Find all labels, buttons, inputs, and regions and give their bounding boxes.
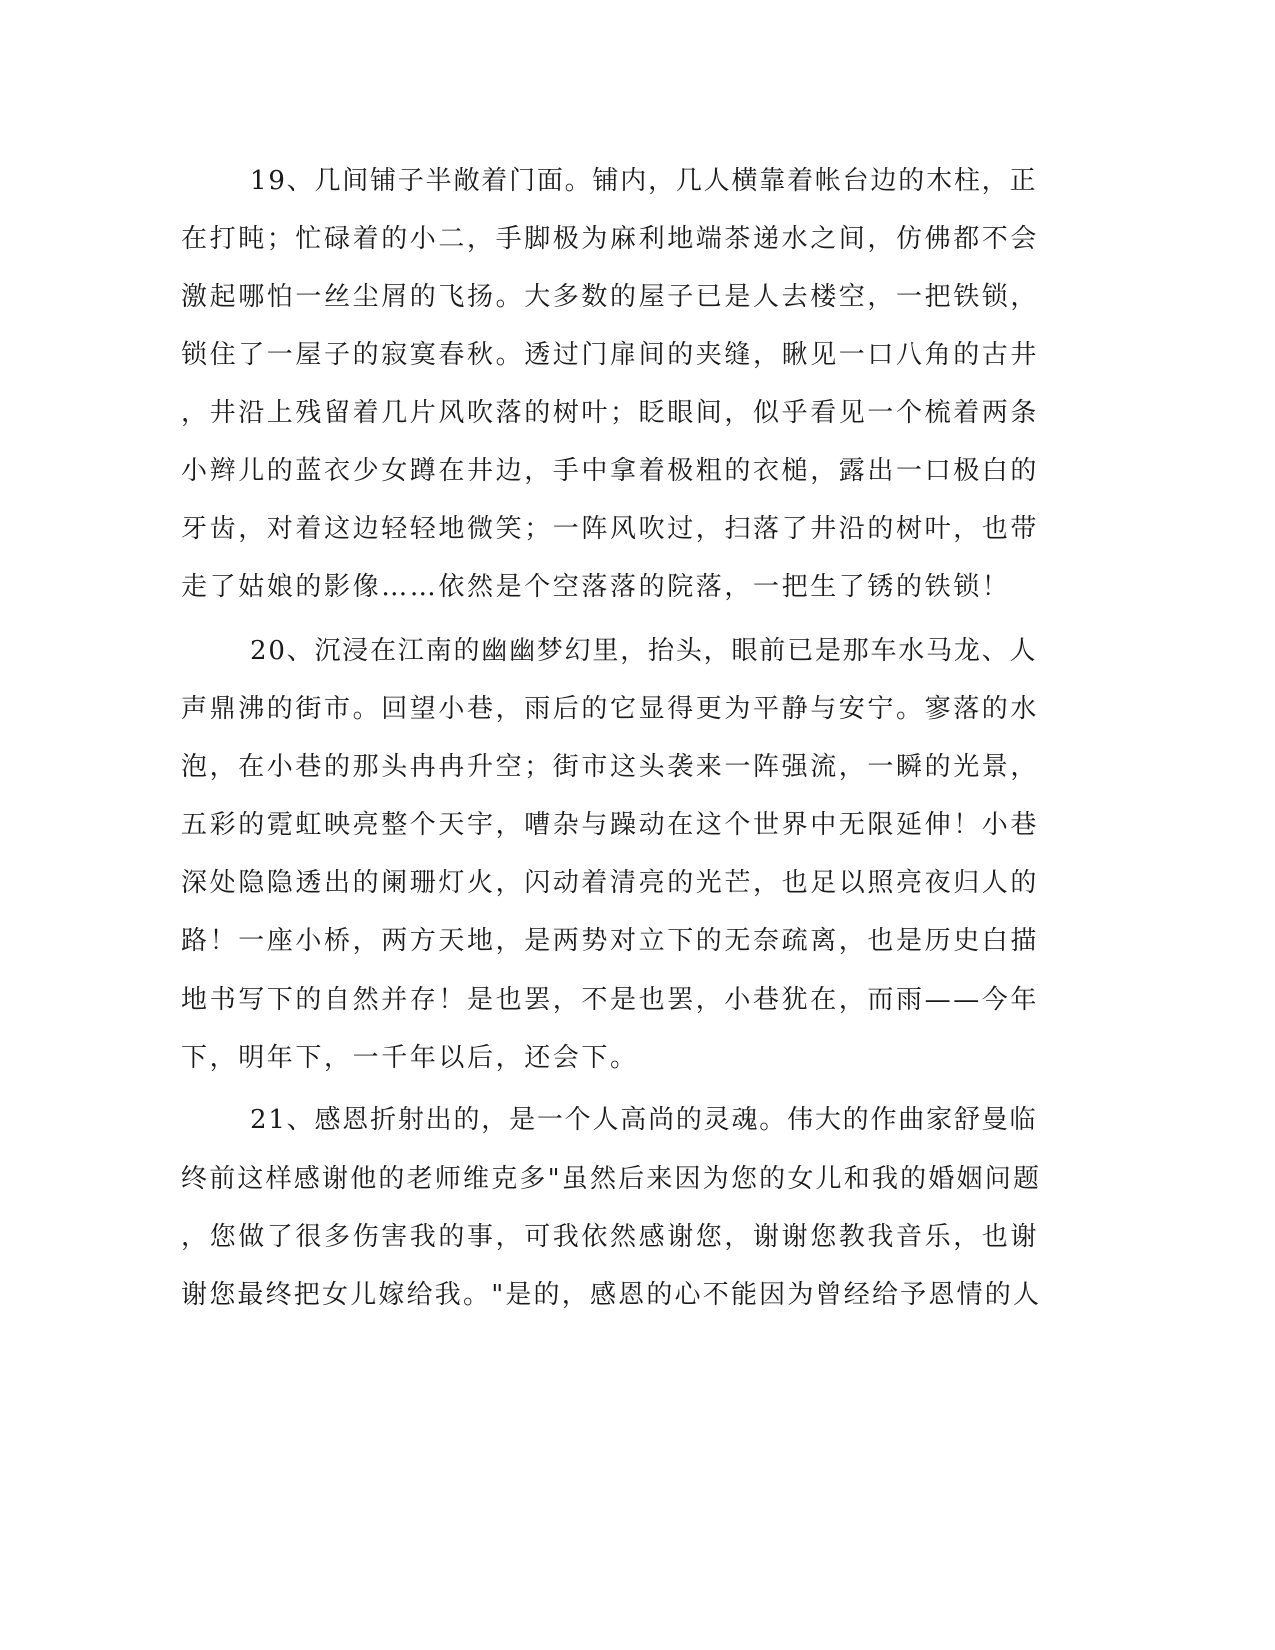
paragraph-20-line-7: 地书写下的自然并存！是也罢，不是也罢，小巷犹在，而雨——今年 — [181, 985, 1040, 1015]
paragraph-21-line-1: 21、感恩折射出的，是一个人高尚的灵魂。伟大的作曲家舒曼临 — [250, 1105, 1038, 1135]
paragraph-19-line-3: 激起哪怕一丝尘屑的飞扬。大多数的屋子已是人去楼空，一把铁锁， — [181, 282, 1040, 312]
paragraph-20-line-5: 深处隐隐透出的阑珊灯火，闪动着清亮的光芒，也足以照亮夜归人的 — [181, 868, 1040, 898]
paragraph-20-line-1: 20、沉浸在江南的幽幽梦幻里，抬头，眼前已是那车水马龙、人 — [250, 636, 1038, 666]
paragraph-20-line-6: 路！一座小桥，两方天地，是两势对立下的无奈疏离，也是历史白描 — [181, 926, 1040, 956]
paragraph-21-line-4: 谢您最终把女儿嫁给我。"是的，感恩的心不能因为曾经给予恩情的人 — [181, 1280, 1042, 1310]
paragraph-19-line-2: 在打盹；忙碌着的小二，手脚极为麻利地端茶递水之间，仿佛都不会 — [181, 224, 1040, 254]
paragraph-21-line-3: ，您做了很多伤害我的事，可我依然感谢您，谢谢您教我音乐，也谢 — [181, 1222, 1040, 1252]
paragraph-19-line-4: 锁住了一屋子的寂寞春秋。透过门扉间的夹缝，瞅见一口八角的古井 — [181, 340, 1040, 370]
paragraph-20-line-2: 声鼎沸的街市。回望小巷，雨后的它显得更为平静与安宁。寥落的水 — [181, 694, 1040, 724]
paragraph-19-line-6: 小辫儿的蓝衣少女蹲在井边，手中拿着极粗的衣槌，露出一口极白的 — [181, 456, 1040, 486]
paragraph-20-line-3: 泡，在小巷的那头冉冉升空；街市这头袭来一阵强流，一瞬的光景， — [181, 752, 1040, 782]
paragraph-19-line-8: 走了姑娘的影像……依然是个空落落的院落，一把生了锈的铁锁！ — [181, 572, 1011, 602]
paragraph-20-line-8: 下，明年下，一千年以后，还会下。 — [181, 1043, 639, 1073]
paragraph-19-line-1: 19、几间铺子半敞着门面。铺内，几人横靠着帐台边的木柱，正 — [250, 166, 1038, 196]
paragraph-19-line-7: 牙齿，对着这边轻轻地微笑；一阵风吹过，扫落了井沿的树叶，也带 — [181, 514, 1040, 544]
paragraph-21-line-2: 终前这样感谢他的老师维克多"虽然后来因为您的女儿和我的婚姻问题 — [181, 1164, 1042, 1194]
paragraph-20-line-4: 五彩的霓虹映亮整个天宇，嘈杂与躁动在这个世界中无限延伸！小巷 — [181, 810, 1040, 840]
paragraph-19-line-5: ，井沿上残留着几片风吹落的树叶；眨眼间，似乎看见一个梳着两条 — [181, 398, 1040, 428]
